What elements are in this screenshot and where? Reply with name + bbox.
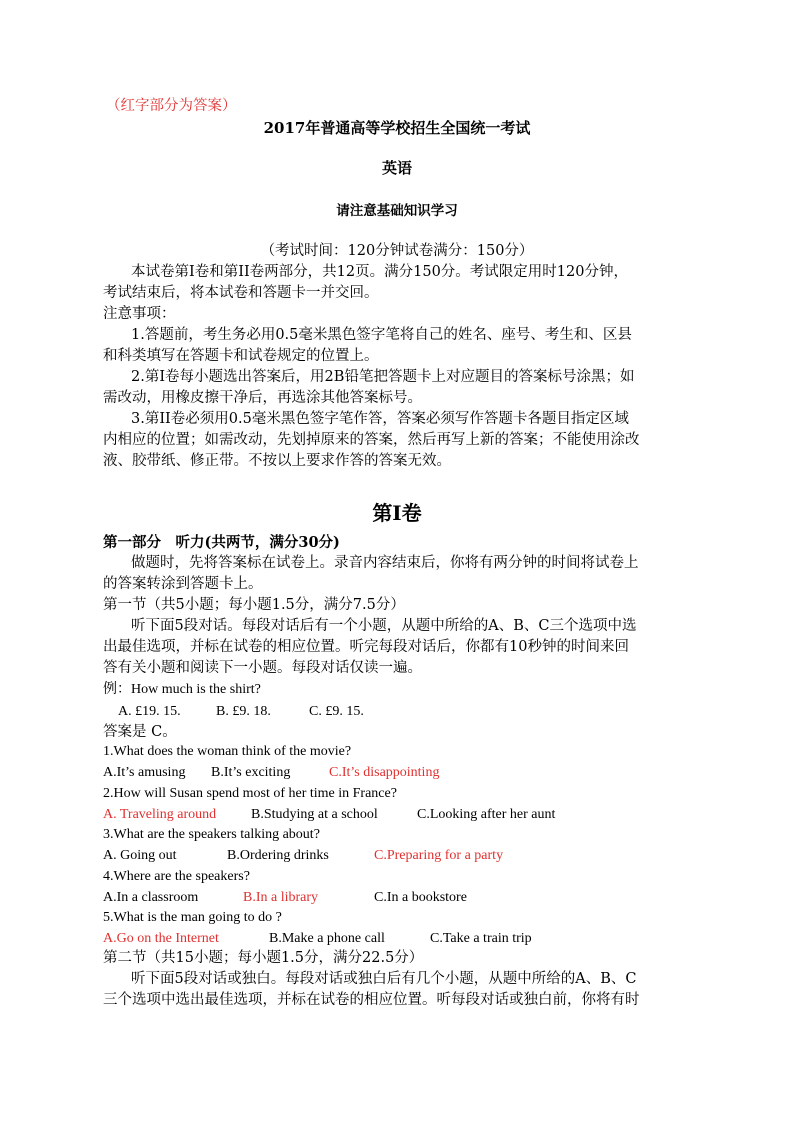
volume-title: 第I卷: [372, 501, 422, 525]
section1-intro-line: 出最佳选项，并标在试卷的相应位置。听完每段对话后，你都有10秒钟的时间来回: [103, 639, 629, 655]
option-b: B.Make a phone call: [269, 931, 385, 946]
option-c-answer: C.Preparing for a party: [374, 848, 504, 863]
question-5-options: [103, 928, 532, 949]
notice-line: 液、胶带纸、修正带。不按以上要求作答的答案无效。: [103, 453, 451, 469]
example-answer: 答案是 C。: [103, 724, 177, 740]
notice-line: 内相应的位置；如需改动，先划掉原来的答案，然后再写上新的答案；不能使用涂改: [103, 432, 640, 448]
option-b: B.Studying at a school: [251, 807, 378, 822]
notice-line: 和科类填写在答题卡和试卷规定的位置上。: [103, 348, 379, 364]
option-c-answer: C.It’s disappointing: [329, 765, 440, 780]
example-option: A. £19. 15.: [118, 704, 181, 719]
option-a-answer: A.Go on the Internet: [103, 931, 219, 946]
option-c: C.Looking after her aunt: [417, 807, 556, 822]
example-options: [118, 701, 364, 722]
part1-intro-line: 的答案转涂到答题卡上。: [103, 576, 263, 592]
example-question: 例：How much is the shirt?: [103, 682, 261, 697]
subject-title: 英语: [381, 159, 412, 177]
section2-intro-line: 三个选项中选出最佳选项，并标在试卷的相应位置。听每段对话或独白前，你将有时: [103, 992, 640, 1008]
part1-intro-line: 做题时，先将答案标在试卷上。录音内容结束后，你将有两分钟的时间将试卷上: [131, 555, 639, 571]
question-1: 1.What does the woman think of the movie?: [103, 744, 352, 759]
example-option: C. £9. 15.: [309, 704, 364, 719]
option-a: A.In a classroom: [103, 890, 199, 905]
option-b: B.It’s exciting: [211, 765, 291, 780]
notice-line: 需改动，用橡皮擦干净后，再选涂其他答案标号。: [103, 390, 422, 406]
answer-note: （红字部分为答案）: [106, 98, 237, 114]
option-a: A. Going out: [103, 848, 177, 863]
option-c: C.Take a train trip: [430, 931, 532, 946]
question-2: 2.How will Susan spend most of her time in France?: [103, 786, 397, 801]
question-4: 4.Where are the speakers?: [103, 869, 250, 884]
notice-line: 1.答题前，考生务必用0.5毫米黑色签字笔将自己的姓名、座号、考生和、区县: [131, 327, 632, 343]
question-1-options: [103, 762, 439, 783]
option-c: C.In a bookstore: [374, 890, 467, 905]
option-a: A.It’s amusing: [103, 765, 186, 780]
question-5: 5.What is the man going to do ?: [103, 910, 282, 925]
section2-intro-line: 听下面5段对话或独白。每段对话或独白后有几个小题，从题中所给的A、B、C: [131, 971, 637, 987]
notice-line: 3.第II卷必须用0.5毫米黑色签字笔作答，答案必须写作答题卡各题目指定区域: [131, 411, 629, 427]
reminder-text: 请注意基础知识学习: [336, 203, 458, 219]
exam-title: 2017年普通高等学校招生全国统一考试: [263, 119, 531, 137]
option-b: B.Ordering drinks: [227, 848, 329, 863]
option-a-answer: A. Traveling around: [103, 807, 217, 822]
intro-line: 考试结束后，将本试卷和答题卡一并交回。: [103, 285, 379, 301]
section1-heading: 第一节（共5小题；每小题1.5分，满分7.5分）: [103, 597, 405, 613]
question-2-options: [103, 804, 555, 825]
question-3-options: [103, 845, 503, 866]
section2-heading: 第二节（共15小题；每小题1.5分，满分22.5分）: [103, 950, 424, 966]
section1-intro-line: 答有关小题和阅读下一小题。每段对话仅读一遍。: [103, 660, 422, 676]
notice-heading: 注意事项：: [103, 306, 176, 322]
part1-heading: 第一部分 听力(共两节，满分30分): [103, 534, 340, 551]
section1-intro-line: 听下面5段对话。每段对话后有一个小题，从题中所给的A、B、C三个选项中选: [131, 618, 637, 634]
intro-line: 本试卷第I卷和第II卷两部分，共12页。满分150分。考试限定用时120分钟，: [131, 264, 628, 280]
question-3: 3.What are the speakers talking about?: [103, 827, 320, 842]
notice-line: 2.第I卷每小题选出答案后，用2B铅笔把答题卡上对应题目的答案标号涂黑；如: [131, 369, 635, 385]
option-b-answer: B.In a library: [243, 890, 319, 905]
question-4-options: [103, 887, 467, 908]
exam-time: （考试时间：120分钟试卷满分：150分）: [260, 243, 534, 259]
example-option: B. £9. 18.: [216, 704, 271, 719]
